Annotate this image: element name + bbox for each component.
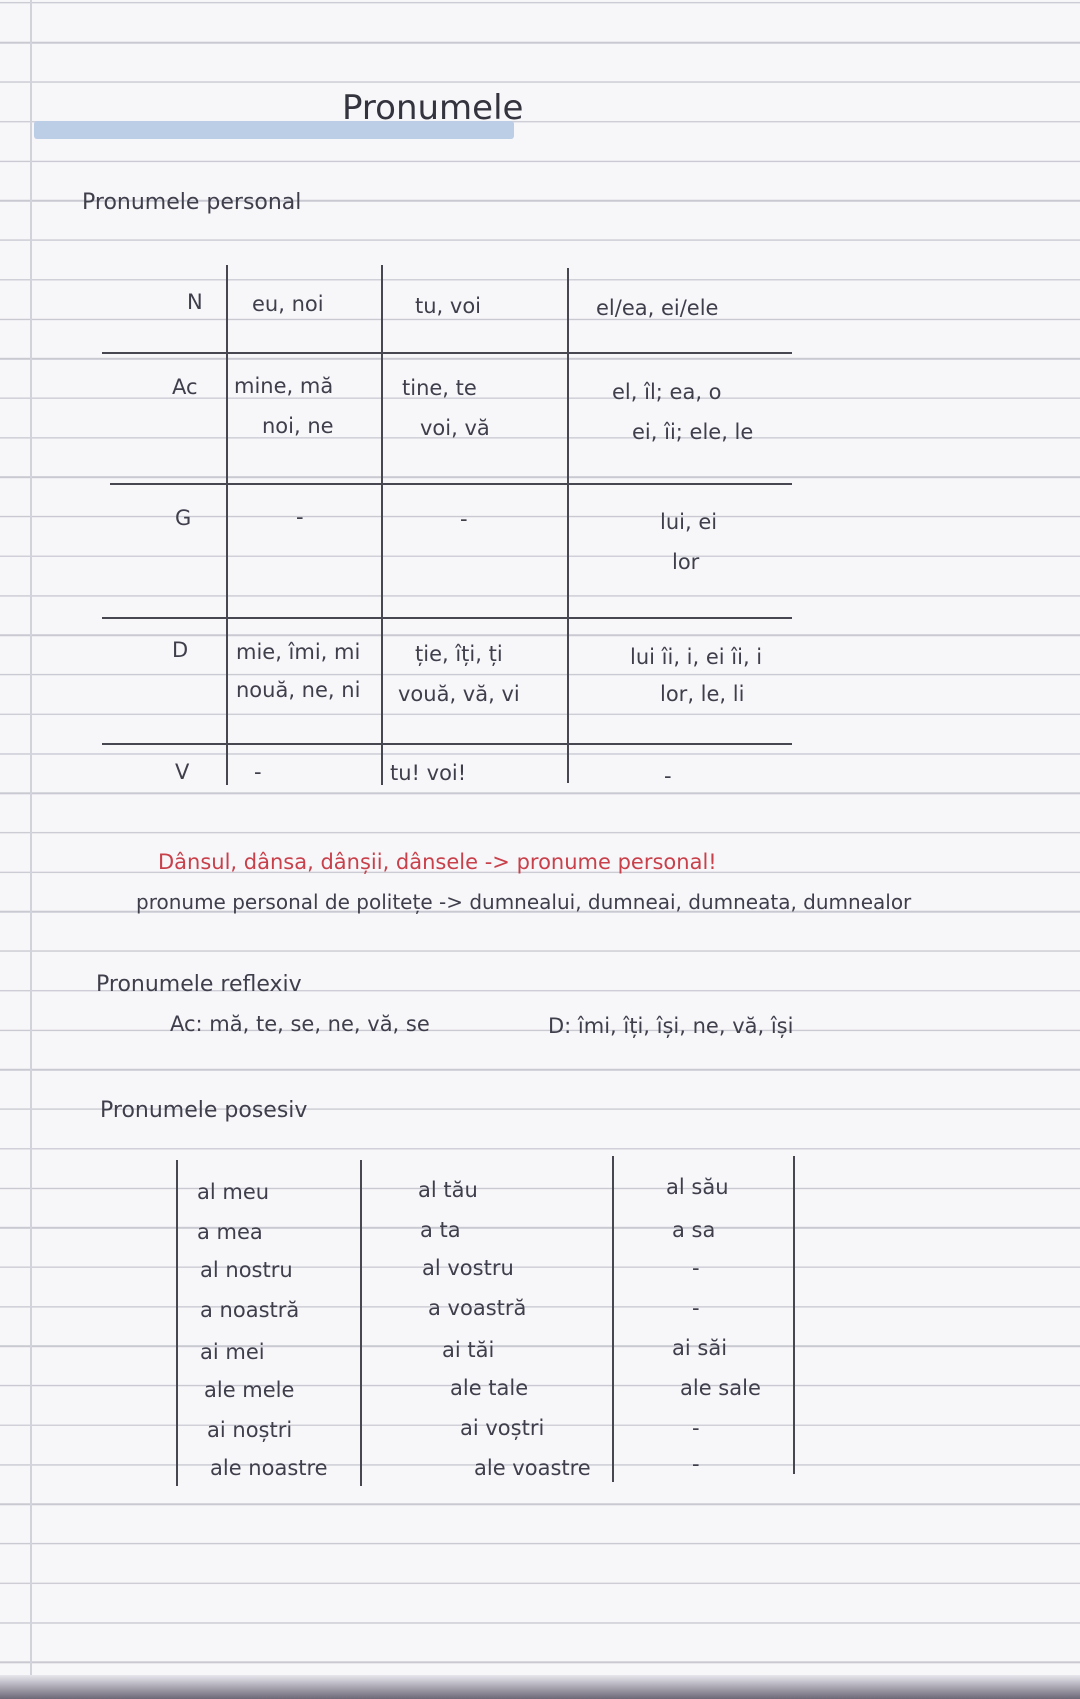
cell-p3: lor — [672, 550, 700, 574]
case-label: Ac — [172, 375, 198, 399]
possessive-cell: ai tăi — [442, 1338, 495, 1362]
possessive-cell: ai noștri — [207, 1418, 293, 1442]
possessive-cell: ale sale — [680, 1376, 761, 1400]
cell-p3: lui îi, i, ei îi, i — [630, 645, 763, 669]
cell-p2: vouă, vă, vi — [398, 682, 520, 706]
page-edge — [0, 1675, 1080, 1699]
cell-p1: noi, ne — [262, 414, 334, 438]
cell-p1: nouă, ne, ni — [236, 678, 361, 702]
table-line — [102, 743, 792, 745]
margin-line — [30, 0, 32, 1699]
cell-p3: lui, ei — [660, 510, 718, 534]
possessive-cell: ale tale — [450, 1376, 529, 1400]
case-label: G — [175, 506, 192, 530]
possessive-cell: al tău — [418, 1178, 478, 1202]
cell-p3: el/ea, ei/ele — [596, 296, 719, 320]
possessive-cell: ale voastre — [474, 1456, 591, 1480]
possessive-cell: - — [692, 1452, 700, 1476]
reflexive-d: D: îmi, îți, își, ne, vă, își — [548, 1014, 794, 1038]
red-note: Dânsul, dânsa, dânșii, dânsele -> pronume personal! — [158, 850, 717, 874]
personal-heading: Pronumele personal — [82, 190, 302, 215]
possessive-cell: a ta — [420, 1218, 461, 1242]
cell-p1: - — [296, 505, 304, 529]
possessive-cell: al său — [666, 1175, 729, 1199]
cell-p3: ei, îi; ele, le — [632, 420, 754, 444]
possessive-cell: ai voștri — [460, 1416, 545, 1440]
possessive-cell: al vostru — [422, 1256, 514, 1280]
table-line — [360, 1160, 362, 1486]
table-line — [102, 617, 792, 619]
possessive-cell: ai săi — [672, 1336, 728, 1360]
page-title: Pronumele — [342, 88, 524, 128]
possessive-cell: - — [692, 1416, 700, 1440]
possessive-cell: al nostru — [200, 1258, 293, 1282]
possessive-heading: Pronumele posesiv — [100, 1098, 308, 1123]
cell-p2: tu! voi! — [390, 761, 467, 785]
possessive-cell: a voastră — [428, 1296, 527, 1320]
reflexive-ac: Ac: mă, te, se, ne, vă, se — [170, 1012, 430, 1036]
table-line — [226, 265, 228, 785]
case-label: N — [187, 290, 203, 314]
possessive-cell: a noastră — [200, 1298, 300, 1322]
cell-p1: - — [254, 760, 262, 784]
cell-p2: voi, vă — [420, 416, 490, 440]
cell-p3: - — [664, 764, 672, 788]
possessive-cell: al meu — [197, 1180, 270, 1204]
possessive-cell: ale mele — [204, 1378, 295, 1402]
reflexive-heading: Pronumele reflexiv — [96, 972, 302, 997]
cell-p3: lor, le, li — [660, 682, 745, 706]
cell-p1: mine, mă — [234, 374, 334, 398]
cell-p2: tine, te — [402, 376, 477, 400]
cell-p2: - — [460, 507, 468, 531]
table-line — [176, 1160, 178, 1486]
case-label: D — [172, 638, 189, 662]
table-line — [381, 265, 383, 785]
possessive-cell: a sa — [672, 1218, 716, 1242]
cell-p2: tu, voi — [415, 294, 482, 318]
table-line — [567, 268, 569, 783]
cell-p2: ție, îți, ți — [415, 642, 503, 666]
possessive-cell: ai mei — [200, 1340, 265, 1364]
possessive-cell: a mea — [197, 1220, 263, 1244]
case-label: V — [175, 760, 190, 784]
cell-p1: mie, îmi, mi — [236, 640, 361, 664]
table-line — [612, 1156, 614, 1482]
possessive-cell: - — [692, 1256, 700, 1280]
table-line — [793, 1156, 795, 1474]
possessive-cell: - — [692, 1296, 700, 1320]
table-line — [110, 483, 792, 485]
cell-p3: el, îl; ea, o — [612, 380, 722, 404]
table-line — [102, 352, 792, 354]
possessive-cell: ale noastre — [210, 1456, 328, 1480]
cell-p1: eu, noi — [252, 292, 324, 316]
politeness-note: pronume personal de politețe -> dumnealui, dumneai, dumneata, dumnealor — [136, 890, 912, 914]
